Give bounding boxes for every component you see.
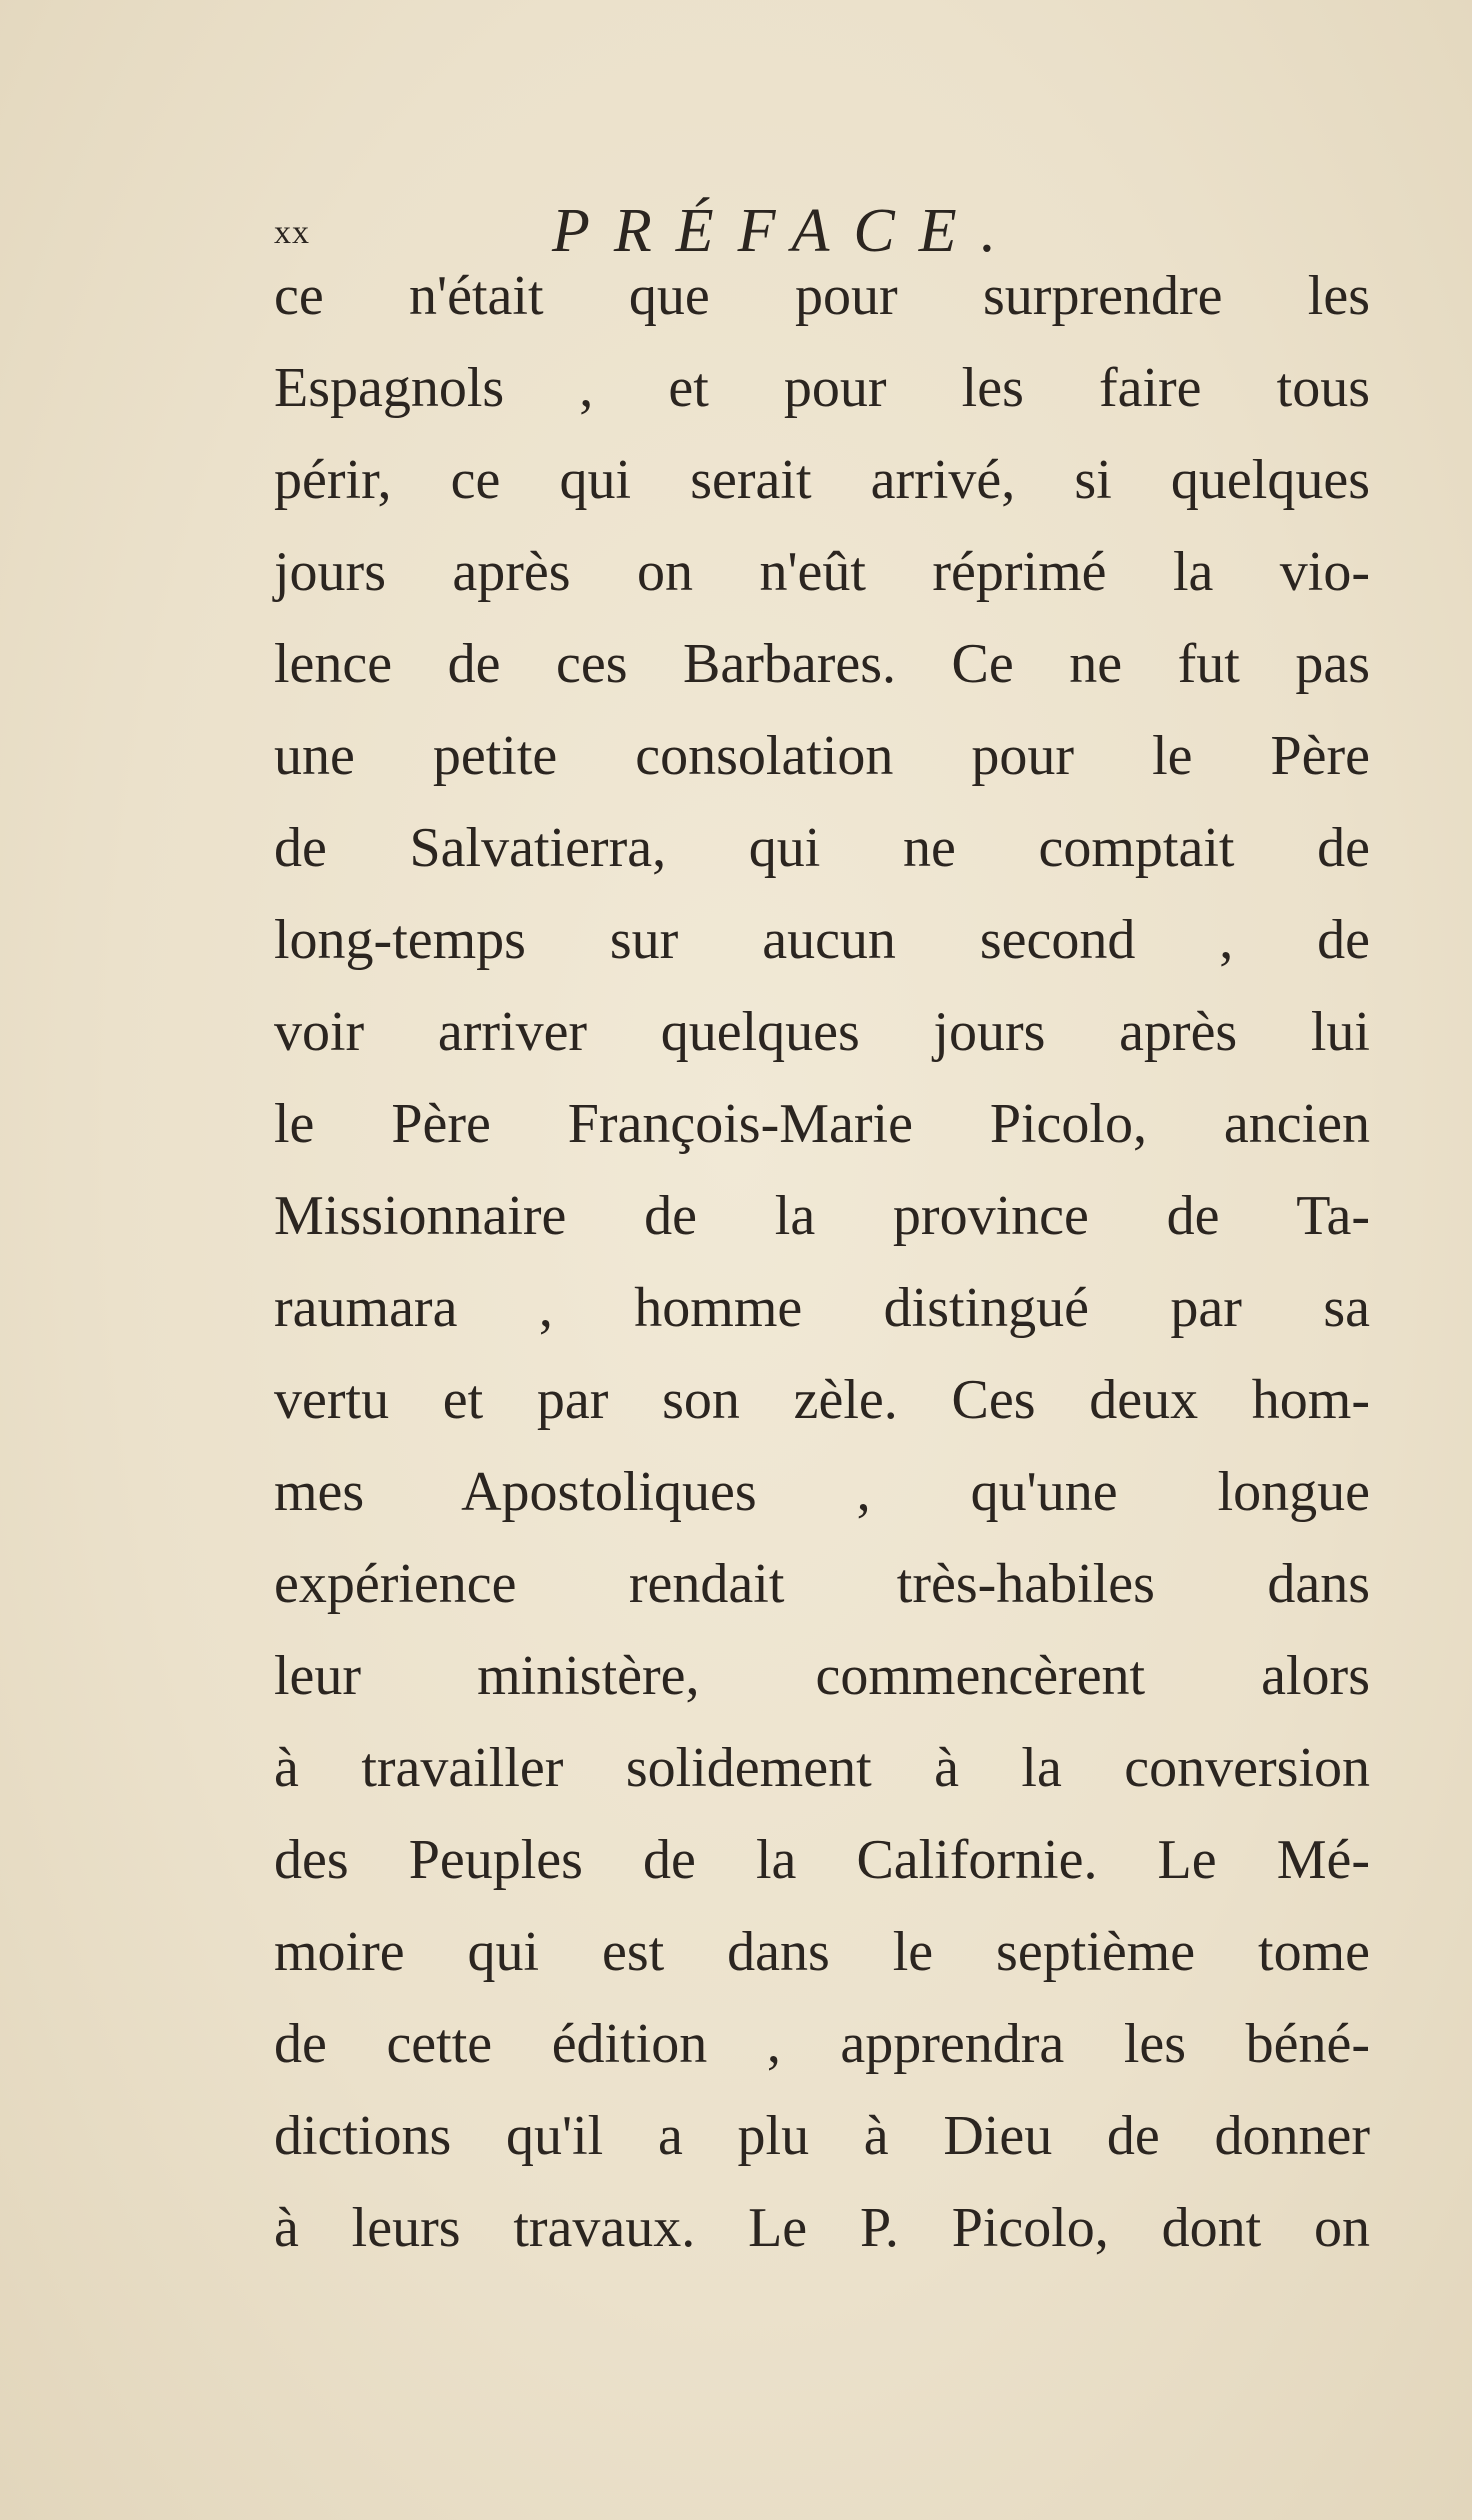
text-line: de cette édition , apprendra les béné- bbox=[274, 2013, 1370, 2075]
text-line: le Père François-Marie Picolo, ancien bbox=[274, 1093, 1370, 1155]
text-line: mes Apostoliques , qu'une longue bbox=[274, 1461, 1370, 1523]
text-line: Missionnaire de la province de Ta- bbox=[274, 1185, 1370, 1247]
text-line: jours après on n'eût réprimé la vio- bbox=[274, 541, 1370, 603]
body-text bbox=[274, 250, 1370, 2274]
page-number: xx bbox=[274, 214, 310, 251]
text-line: ce n'était que pour surprendre les bbox=[274, 265, 1370, 327]
text-line: voir arriver quelques jours après lui bbox=[274, 1001, 1370, 1063]
text-line: vertu et par son zèle. Ces deux hom- bbox=[274, 1369, 1370, 1431]
text-line: moire qui est dans le septième tome bbox=[274, 1921, 1370, 1983]
text-line: périr, ce qui serait arrivé, si quelques bbox=[274, 449, 1370, 511]
text-line: leur ministère, commencèrent alors bbox=[274, 1645, 1370, 1707]
text-line: Espagnols , et pour les faire tous bbox=[274, 357, 1370, 419]
text-line: une petite consolation pour le Père bbox=[274, 725, 1370, 787]
text-line: dictions qu'il a plu à Dieu de donner bbox=[274, 2105, 1370, 2167]
text-line: lence de ces Barbares. Ce ne fut pas bbox=[274, 633, 1370, 695]
text-line: long-temps sur aucun second , de bbox=[274, 909, 1370, 971]
text-line: des Peuples de la Californie. Le Mé- bbox=[274, 1829, 1370, 1891]
running-title: PRÉFACE. bbox=[552, 197, 1021, 265]
text-line: à travailler solidement à la conversion bbox=[274, 1737, 1370, 1799]
text-line: expérience rendait très-habiles dans bbox=[274, 1553, 1370, 1615]
text-line: raumara , homme distingué par sa bbox=[274, 1277, 1370, 1339]
text-line: de Salvatierra, qui ne comptait de bbox=[274, 817, 1370, 879]
text-line: à leurs travaux. Le P. Picolo, dont on bbox=[274, 2197, 1370, 2259]
